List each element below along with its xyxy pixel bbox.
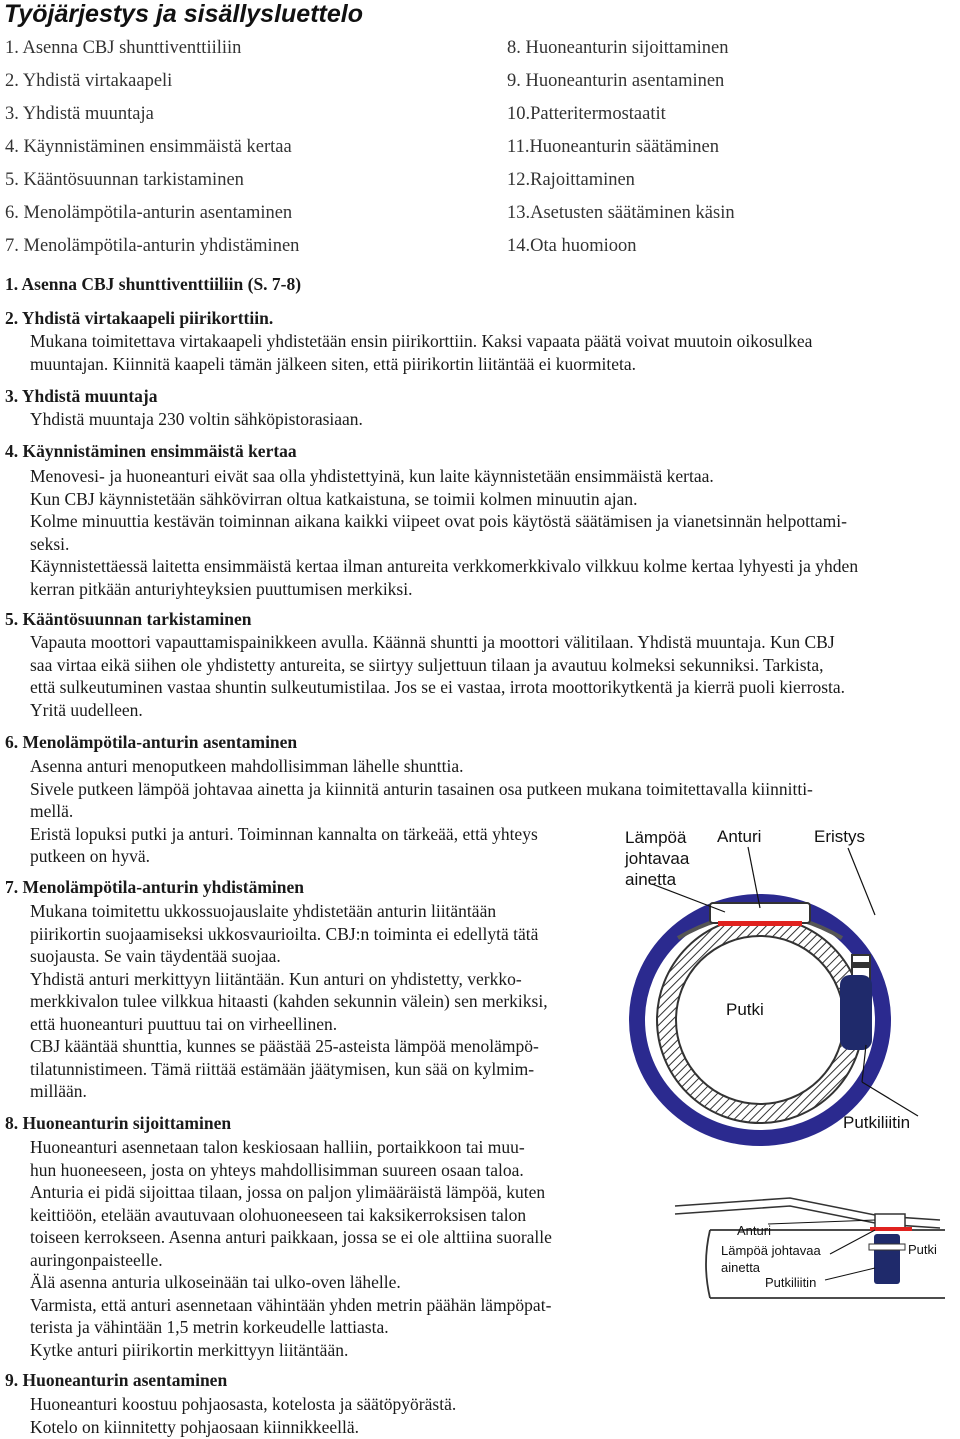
label-pipe-small: Putki bbox=[908, 1242, 937, 1257]
text-line: Eristä lopuksi putki ja anturi. Toiminnan kannalta on tärkeää, että yhteys bbox=[30, 823, 538, 844]
text-line: Yhdistä muuntaja 230 voltin sähköpistorasiaan. bbox=[30, 409, 363, 429]
toc-item: 11.Huoneanturin säätäminen bbox=[507, 137, 720, 157]
text-line: toiseen kerrokseen. Asenna anturi paikkaan, jossa se ei ole alttiina suoralle bbox=[30, 1227, 552, 1247]
text-line: Vapauta moottori vapauttamispainikkeen avulla. Käännä shuntti ja moottori välitilaan. Yhdistä muuntaja. Kun CBJ bbox=[30, 632, 835, 652]
text-line: Kytke anturi piirikortin merkittyyn liitäntään. bbox=[30, 1339, 349, 1360]
text-line: että huoneanturi puuttuu tai on virheellinen. bbox=[30, 1013, 338, 1034]
text-line: Asenna anturi menoputkeen mahdollisimman lähelle shunttia. bbox=[30, 756, 464, 776]
text-line: Huoneanturi koostuu pohjaosasta, kotelosta ja säätöpyörästä. bbox=[30, 1394, 457, 1414]
toc-left-column bbox=[5, 38, 299, 269]
text-line: saa virtaa eikä siihen ole yhdistetty antureita, se siirtyy suljettuun tilaan ja avautuu kolmeksi sekunniksi. Tarkista, bbox=[30, 654, 824, 675]
page-title: Työjärjestys ja sisällysluettelo bbox=[4, 0, 363, 28]
text-line: seksi. bbox=[30, 533, 70, 554]
clamp-block bbox=[874, 1234, 900, 1284]
text-line: Mukana toimitettava virtakaapeli yhdistetään ensin piirikorttiin. Kaksi vapaata päätä voivat muutoin oikosulkea bbox=[30, 331, 813, 351]
section-2-body bbox=[30, 330, 812, 375]
text-line: Kolme minuuttia kestävän toiminnan aikana kaikki viipeet ovat pois käytöstä säätämisen ja vianetsinnän helpottami- bbox=[30, 511, 847, 531]
text-line: mellä. bbox=[30, 801, 74, 821]
toc-item: 12.Rajoittaminen bbox=[507, 170, 635, 190]
text-line: piirikortin suojaamiseksi ukkosvaurioilta. CBJ:n toiminta ei edellytä tätä bbox=[30, 923, 539, 944]
text-line: Anturia ei pidä sijoittaa tilaan, jossa on paljon ylimääräistä lämpöä, kuten bbox=[30, 1182, 546, 1202]
section-4-heading: 4. Käynnistäminen ensimmäistä kertaa bbox=[5, 441, 297, 461]
section-1-heading: 1. Asenna CBJ shunttiventtiiliin (S. 7-8) bbox=[5, 274, 302, 294]
toc-item: 6. Menolämpötila-anturin asentaminen bbox=[5, 203, 293, 223]
text-line: auringonpaisteelle. bbox=[30, 1249, 163, 1270]
toc-item: 7. Menolämpötila-anturin yhdistäminen bbox=[5, 236, 300, 256]
text-line: Yhdistä anturi merkittyyn liitäntään. Kun anturi on yhdistetty, verkko- bbox=[30, 968, 522, 989]
clamp-block bbox=[840, 975, 872, 1050]
text-line: tilatunnistimeen. Tämä riittää estämään jäätymisen, kun sää on kylmim- bbox=[30, 1058, 535, 1079]
text-line: Varmista, että anturi asennetaan vähintään yhden metrin päähän lämpöpat- bbox=[30, 1294, 552, 1315]
label-clamp-small: Putkiliitin bbox=[765, 1275, 817, 1290]
text-line: että sulkeutuminen vastaa shuntin sulkeutumistilaa. Jos se ei vastaa, irrota moottorikytkentä ja kierrä puoli kierrosta. bbox=[30, 677, 846, 697]
section-5-body bbox=[30, 631, 845, 721]
label-pipe: Putki bbox=[726, 1000, 764, 1019]
section-4-body bbox=[30, 465, 858, 600]
text-line: Mukana toimitettu ukkossuojauslaite yhdistetään anturin liitäntään bbox=[30, 901, 497, 921]
text-line: keittiöön, etelään avautuvaan olohuoneeseen tai kaksikerroksisen talon bbox=[30, 1204, 527, 1225]
text-line: millään. bbox=[30, 1081, 87, 1101]
text-line: putkeen on hyvä. bbox=[30, 846, 151, 866]
label-conductive-paste-small: Lämpöä johtavaa ainetta bbox=[721, 1243, 821, 1275]
label-sensor-small: Anturi bbox=[737, 1223, 771, 1238]
label-clamp: Putkiliitin bbox=[843, 1113, 911, 1132]
text-line: Käynnistettäessä laitetta ensimmäistä kertaa ilman antureita verkkomerkkivalo vilkkuu kolme kertaa lyhyesti ja yhden bbox=[30, 556, 859, 576]
toc-item: 10.Patteritermostaatit bbox=[507, 104, 666, 124]
conductive-paste bbox=[718, 921, 802, 926]
text-line: kerran pitkään anturiyhteyksien puuttumisen merkiksi. bbox=[30, 578, 413, 599]
text-line: Sivele putkeen lämpöä johtavaa ainetta ja kiinnitä anturin tasainen osa putkeen mukana toimitettavalla kiinnitti- bbox=[30, 778, 813, 799]
section-8-body bbox=[30, 1136, 552, 1361]
text-line: Menovesi- ja huoneanturi eivät saa olla yhdistettyinä, kun laite käynnistetään ensimmäistä kertaa. bbox=[30, 466, 714, 486]
clamp-screw bbox=[852, 962, 870, 968]
label-sensor: Anturi bbox=[717, 827, 762, 846]
section-3-body bbox=[30, 408, 363, 431]
text-line: Älä asenna anturia ulkoseinään tai ulko-oven lähelle. bbox=[30, 1272, 401, 1292]
toc-item: 2. Yhdistä virtakaapeli bbox=[5, 71, 173, 91]
section-8-heading: 8. Huoneanturin sijoittaminen bbox=[5, 1113, 232, 1133]
toc-item: 14.Ota huomioon bbox=[507, 236, 637, 256]
text-line: suojausta. Se vain täydentää suojaa. bbox=[30, 946, 281, 966]
label-insulation: Eristys bbox=[814, 827, 865, 846]
section-3-heading: 3. Yhdistä muuntaja bbox=[5, 386, 158, 406]
text-line: hun huoneeseen, josta on yhteys mahdollisimman suureen osaan taloa. bbox=[30, 1159, 524, 1180]
toc-right-column bbox=[507, 38, 735, 269]
section-7-heading: 7. Menolämpötila-anturin yhdistäminen bbox=[5, 877, 304, 897]
text-line: Kun CBJ käynnistetään sähkövirran oltua katkaistuna, se toimii kolmen minuutin ajan. bbox=[30, 488, 638, 509]
text-line: merkkivalon tulee vilkkua hitaasti (kahden sekunnin välein) sen merkiksi, bbox=[30, 991, 548, 1011]
section-9-heading: 9. Huoneanturin asentaminen bbox=[5, 1370, 228, 1390]
text-line: muuntajan. Kiinnitä kaapeli tämän jälkeen siten, että piirikortin liitäntää ei kuormiteta. bbox=[30, 353, 636, 374]
text-line: Kotelo on kiinnitetty pohjaosaan kiinnikkeellä. bbox=[30, 1416, 360, 1437]
text-line: Huoneanturi asennetaan talon keskiosaan halliin, portaikkoon tai muu- bbox=[30, 1137, 525, 1157]
section-9-body bbox=[30, 1393, 456, 1438]
text-line: terista ja vähintään 1,5 metrin korkeudelle lattiasta. bbox=[30, 1317, 389, 1337]
label-conductive-paste: Lämpöä johtavaa ainetta bbox=[625, 828, 690, 889]
pipe-interior bbox=[676, 936, 844, 1104]
toc-item: 1. Asenna CBJ shunttiventtiiliin bbox=[5, 38, 242, 58]
toc-item: 3. Yhdistä muuntaja bbox=[5, 104, 154, 124]
toc-item: 13.Asetusten säätäminen käsin bbox=[507, 203, 735, 223]
sensor-plate bbox=[875, 1214, 905, 1228]
toc-item: 4. Käynnistäminen ensimmäistä kertaa bbox=[5, 137, 292, 157]
conductive-paste bbox=[870, 1227, 912, 1231]
toc-item: 8. Huoneanturin sijoittaminen bbox=[507, 38, 729, 58]
section-2-heading: 2. Yhdistä virtakaapeli piirikorttiin. bbox=[5, 308, 274, 328]
section-7-body bbox=[30, 900, 548, 1103]
text-line: CBJ kääntää shunttia, kunnes se päästää 25-asteista lämpöä menolämpö- bbox=[30, 1036, 539, 1056]
text-line: Yritä uudelleen. bbox=[30, 699, 143, 720]
toc-item: 9. Huoneanturin asentaminen bbox=[507, 71, 725, 91]
section-5-heading: 5. Kääntösuunnan tarkistaminen bbox=[5, 609, 252, 629]
section-6-heading: 6. Menolämpötila-anturin asentaminen bbox=[5, 732, 298, 752]
toc-item: 5. Kääntösuunnan tarkistaminen bbox=[5, 170, 244, 190]
